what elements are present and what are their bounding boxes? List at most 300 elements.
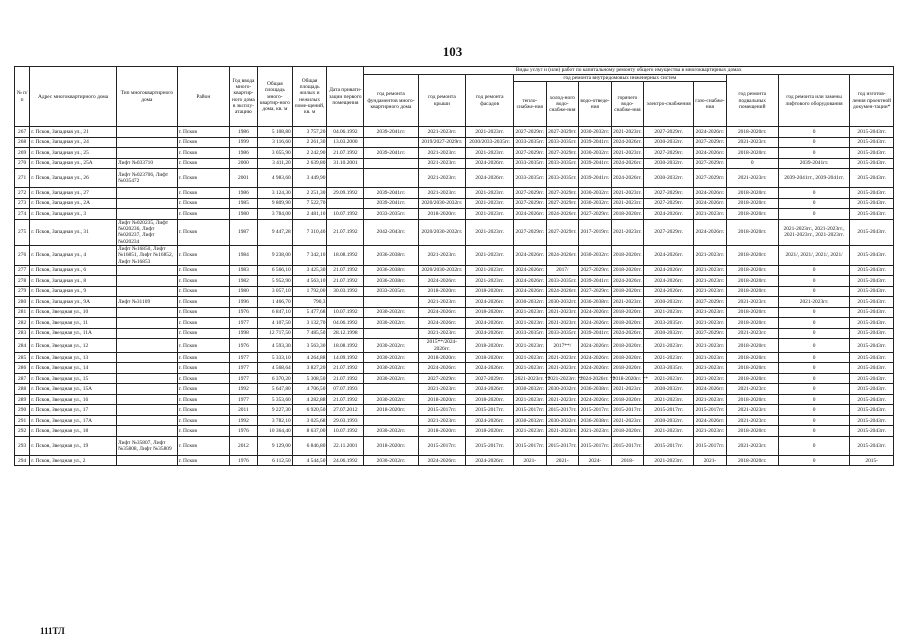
- cell-year: 1980: [229, 209, 257, 220]
- cell-heat: 2027-2029гг.: [514, 188, 547, 199]
- cell-el: 2027-2029гг.: [644, 148, 694, 159]
- cell-a1: 4 107,50: [258, 318, 293, 329]
- cell-hot: 2018-2020гг.: [611, 307, 644, 318]
- table-row: [15, 297, 894, 308]
- cell-bas: 2021-2023гг.: [726, 328, 778, 339]
- table-row: [15, 318, 894, 329]
- cell-f: 2030-2032гг.: [364, 455, 418, 466]
- cell-el: 2021-2023гг.: [644, 455, 694, 466]
- cell-bas: 2018-2020гг.: [726, 209, 778, 220]
- cell-roof: 2018-2020гг.: [418, 352, 466, 363]
- cell-cold: 2033-2035гг.: [546, 276, 579, 287]
- cell-el: 2024-2026гг.: [644, 265, 694, 276]
- cell-el: 2027-2029гг.: [644, 198, 694, 209]
- cell-gas: 2021-2023гг.: [694, 286, 727, 297]
- cell-fac: 2024-2026гг.: [466, 297, 514, 308]
- cell-heat: 2033-2035гг.: [514, 137, 547, 148]
- cell-gas: 2027-2029гг.: [694, 328, 727, 339]
- cell-priv: 29.03.1993: [327, 415, 364, 426]
- cell-lift: 0: [778, 198, 850, 209]
- cell-f: [364, 297, 418, 308]
- cell-addr: г. Псков, Западная ул., 9: [30, 286, 117, 297]
- cell-cold: 2024-2026гг.: [546, 245, 579, 265]
- cell-roof: 2024-2026гг.: [418, 363, 466, 374]
- cell-sew: 2036-2038гг.: [579, 384, 612, 395]
- cell-docs: 2015-2043гг.: [850, 276, 894, 287]
- cell-sew: 2024-2026гг.: [579, 318, 612, 329]
- cell-type: [116, 426, 177, 437]
- cell-el: 2015-2017гг.: [644, 436, 694, 455]
- col-district: Район: [177, 67, 229, 127]
- cell-el: 2024-2026гг.: [644, 245, 694, 265]
- cell-type: [116, 265, 177, 276]
- cell-a1: 12 717,50: [258, 328, 293, 339]
- cell-el: 2021-2023гг.: [644, 307, 694, 318]
- cell-addr: г. Псков, Западная ул., 27: [30, 188, 117, 199]
- cell-sew: 2017-2019гг.: [579, 219, 612, 245]
- cell-addr: г. Псков, Звездная ул., 10: [30, 307, 117, 318]
- cell-addr: г. Псков, Звездная ул., 18: [30, 426, 117, 437]
- cell-gas: 2021-2023гг.: [694, 352, 727, 363]
- cell-el: 2033-2035гг.: [644, 363, 694, 374]
- cell-sew: 2027-2029гг.: [579, 286, 612, 297]
- cell-docs: 2015-2043гг.: [850, 286, 894, 297]
- cell-cold: 2033-2035гг.: [546, 169, 579, 188]
- col-heat: тепло-снабже-ния: [514, 82, 547, 127]
- cell-priv: 21.07.1992: [327, 219, 364, 245]
- cell-gas: 2024-2026гг.: [694, 384, 727, 395]
- cell-a2: 3 449,90: [292, 169, 327, 188]
- cell-heat: 2024-2026гг.: [514, 245, 547, 265]
- cell-type: [116, 328, 177, 339]
- cell-sew: 2039-2041гг.: [579, 158, 612, 169]
- cell-roof: 2015-2017гг.: [418, 436, 466, 455]
- cell-a2: 4 544,50: [292, 455, 327, 466]
- cell-n: 287: [15, 373, 30, 384]
- cell-lift: 0: [778, 363, 850, 374]
- cell-a2: 6 920,50: [292, 405, 327, 416]
- cell-el: 2021-2023гг.: [644, 352, 694, 363]
- cell-dist: г. Псков: [177, 384, 229, 395]
- cell-roof: 2018-2020гг.: [418, 394, 466, 405]
- cell-fac: 2024-2026гг.: [466, 363, 514, 374]
- cell-docs: 2015-2043гг.: [850, 352, 894, 363]
- cell-fac: 2024-2026гг.: [466, 169, 514, 188]
- col-year: Год ввода много-квартир-ного дома в эксплу-атацию: [229, 67, 257, 127]
- cell-n: 276: [15, 245, 30, 265]
- cell-roof: 2027-2029гг.: [418, 373, 466, 384]
- cell-addr: г. Псков, Западная ул., 21: [30, 127, 117, 138]
- cell-year: 1992: [229, 384, 257, 395]
- cell-gas: 2024-2026гг.: [694, 219, 727, 245]
- cell-bas: 2018-2020гг.: [726, 373, 778, 384]
- cell-f: 2039-2041гг.: [364, 148, 418, 159]
- cell-hot: 2018-: [611, 455, 644, 466]
- table-row: [15, 137, 894, 148]
- table-row: [15, 328, 894, 339]
- cell-n: 274: [15, 209, 30, 220]
- table-row: [15, 276, 894, 287]
- cell-dist: г. Псков: [177, 265, 229, 276]
- cell-priv: 21.07.1992: [327, 276, 364, 287]
- cell-type: [116, 352, 177, 363]
- cell-heat: 2015-2017гг.: [514, 405, 547, 416]
- cell-a1: 9 238,00: [258, 245, 293, 265]
- cell-n: 283: [15, 328, 30, 339]
- cell-a2: 2 242,90: [292, 148, 327, 159]
- cell-docs: 2015-2043гг.: [850, 245, 894, 265]
- cell-bas: 2021-2023гг.: [726, 405, 778, 416]
- cell-el: 2027-2029гг.: [644, 219, 694, 245]
- table-row: [15, 426, 894, 437]
- cell-roof: 2021-2023гг.: [418, 415, 466, 426]
- cell-fac: 2021-2023гг.: [466, 198, 514, 209]
- cell-a2: 7 310,40: [292, 219, 327, 245]
- cell-n: 275: [15, 219, 30, 245]
- cell-f: 2030-2032гг.: [364, 352, 418, 363]
- cell-el: 2030-2032гг.: [644, 415, 694, 426]
- cell-docs: 2015-2043гг.: [850, 405, 894, 416]
- cell-gas: 2027-2029гг.: [694, 169, 727, 188]
- cell-bas: 2018-2020гг.: [726, 426, 778, 437]
- cell-bas: 2018-2020гг.: [726, 352, 778, 363]
- cell-f: [364, 169, 418, 188]
- cell-year: 1982: [229, 276, 257, 287]
- cell-docs: 2015-2043гг.: [850, 209, 894, 220]
- cell-fac: 2018-2020гг.: [466, 426, 514, 437]
- cell-el: 2024-2026гг.: [644, 276, 694, 287]
- table-row: [15, 384, 894, 395]
- cell-fac: 2024-2026гг.: [466, 455, 514, 466]
- cell-dist: г. Псков: [177, 169, 229, 188]
- cell-a1: 4 568,64: [258, 363, 293, 374]
- cell-priv: 21.07.1992: [327, 394, 364, 405]
- table-row: [15, 405, 894, 416]
- cell-year: 1976: [229, 455, 257, 466]
- cell-roof: 2021-2023гг.: [418, 127, 466, 138]
- cell-year: 1977: [229, 394, 257, 405]
- cell-roof: 2018-2020гг.: [418, 209, 466, 220]
- cell-a2: 790,3: [292, 297, 327, 308]
- cell-cold: 2027-2029гг.: [546, 198, 579, 209]
- cell-fac: 2021-2023гг.: [466, 219, 514, 245]
- cell-bas: 2018-2020гг.: [726, 307, 778, 318]
- cell-dist: г. Псков: [177, 363, 229, 374]
- cell-a1: 5 333,10: [258, 352, 293, 363]
- cell-heat: 2021-2023гг.: [514, 426, 547, 437]
- table-row: [15, 148, 894, 159]
- cell-fac: 2018-2020гг.: [466, 307, 514, 318]
- cell-priv: 22.11.2001: [327, 436, 364, 455]
- cell-addr: г. Псков, Западная ул., 9А: [30, 297, 117, 308]
- table-row: [15, 307, 894, 318]
- cell-lift: 0: [778, 127, 850, 138]
- cell-lift: 2021/, 2021/, 2021/, 2021/: [778, 245, 850, 265]
- cell-gas: 2015-2017гг.: [694, 405, 727, 416]
- cell-addr: г. Псков, Звездная ул., 12: [30, 339, 117, 353]
- cell-f: 2039-2041гг.: [364, 127, 418, 138]
- cell-sew: 2024-2026гг.: [579, 352, 612, 363]
- cell-gas: 2027-2029гг.: [694, 297, 727, 308]
- cell-cold: 2027-2029гг.: [546, 188, 579, 199]
- cell-priv: 13.03.2000: [327, 137, 364, 148]
- cell-sew: 2024-: [579, 455, 612, 466]
- cell-bas: 2018-2020гг.: [726, 286, 778, 297]
- cell-hot: 2015-2017гг.: [611, 405, 644, 416]
- cell-el: 2021-2023гг.: [644, 373, 694, 384]
- table-row: [15, 188, 894, 199]
- cell-cold: 2027-2029гг.: [546, 219, 579, 245]
- cell-a1: 9 447,28: [258, 219, 293, 245]
- table-row: [15, 198, 894, 209]
- cell-roof: 2021-2023гг.: [418, 188, 466, 199]
- cell-n: 278: [15, 276, 30, 287]
- cell-heat: 2021-: [514, 455, 547, 466]
- cell-year: 1977: [229, 373, 257, 384]
- cell-lift: 2021-2023гг., 2021-2023гг., 2021-2023гг., 2021-2023гг.: [778, 219, 850, 245]
- cell-f: 2030-2032гг.: [364, 318, 418, 329]
- cell-dist: г. Псков: [177, 276, 229, 287]
- cell-a2: 2 251,30: [292, 188, 327, 199]
- cell-gas: 2021-: [694, 455, 727, 466]
- cell-priv: 30.03.1992: [327, 286, 364, 297]
- cell-year: 1984: [229, 245, 257, 265]
- cell-fac: 2021-2023гг.: [466, 245, 514, 265]
- cell-a2: 6 846,80: [292, 436, 327, 455]
- cell-hot: 2021-2023гг.: [611, 219, 644, 245]
- cell-lift: 2039-2041гг.: [778, 158, 850, 169]
- cell-docs: 2015-2043гг.: [850, 148, 894, 159]
- cell-fac: 2015-2017гг.: [466, 405, 514, 416]
- cell-a2: 7 342,10: [292, 245, 327, 265]
- cell-el: 2024-2026гг.: [644, 209, 694, 220]
- cell-type: [116, 286, 177, 297]
- cell-sew: 2024-2026гг.: [579, 394, 612, 405]
- cell-roof: 2021-2023гг.: [418, 148, 466, 159]
- cell-docs: 2015-2043гг.: [850, 339, 894, 353]
- col-sewer: водо-отведе-ния: [579, 82, 612, 127]
- cell-f: 2036-2038гг.: [364, 265, 418, 276]
- cell-addr: г. Псков, Западная ул., 25: [30, 148, 117, 159]
- cell-a1: 3 784,00: [258, 209, 293, 220]
- cell-heat: 2024-2026гг.: [514, 286, 547, 297]
- cell-a1: 3 411,20: [258, 158, 293, 169]
- cell-roof: 2018-2020гг.: [418, 286, 466, 297]
- cell-type: [116, 209, 177, 220]
- cell-docs: 2015-2043гг.: [850, 384, 894, 395]
- table-row: [15, 169, 894, 188]
- cell-bas: 2018-2020гг.: [726, 127, 778, 138]
- cell-n: 273: [15, 198, 30, 209]
- cell-bas: 2018-2020гг.: [726, 455, 778, 466]
- cell-addr: г. Псков, Западная ул., 25А: [30, 158, 117, 169]
- cell-hot: 2024-2026гг.: [611, 158, 644, 169]
- cell-gas: 2015-2017гг.: [694, 436, 727, 455]
- col-cold: холод-ного водо-снабже-ния: [546, 82, 579, 127]
- cell-lift: 0: [778, 286, 850, 297]
- cell-dist: г. Псков: [177, 426, 229, 437]
- cell-a2: 4 563,10: [292, 276, 327, 287]
- cell-year: 1977: [229, 352, 257, 363]
- cell-fac: 2021-2023гг.: [466, 148, 514, 159]
- col-internal-group: год ремонта внутридомовых инженерных систем: [514, 75, 727, 82]
- cell-a1: 1 466,70: [258, 297, 293, 308]
- cell-year: 1985: [229, 198, 257, 209]
- cell-year: 1983: [229, 265, 257, 276]
- cell-sew: 2030-2032гг.: [579, 245, 612, 265]
- cell-gas: 2024-2026гг.: [694, 188, 727, 199]
- cell-lift: 0: [778, 188, 850, 199]
- cell-a2: 2 261,30: [292, 137, 327, 148]
- cell-docs: 2015-2043гг.: [850, 137, 894, 148]
- cell-dist: г. Псков: [177, 328, 229, 339]
- cell-hot: 2018-2020гг.: [611, 352, 644, 363]
- cell-n: 270: [15, 158, 30, 169]
- cell-addr: г. Псков, Звездная ул., 11: [30, 318, 117, 329]
- cell-a1: 5 108,80: [258, 127, 293, 138]
- cell-priv: 10.07.1992: [327, 307, 364, 318]
- cell-year: 1986: [229, 148, 257, 159]
- cell-dist: г. Псков: [177, 245, 229, 265]
- cell-heat: 2024-2026гг.: [514, 209, 547, 220]
- cell-addr: г. Псков, Звездная ул., 16: [30, 394, 117, 405]
- cell-dist: г. Псков: [177, 209, 229, 220]
- cell-sew: 2030-2032гг.: [579, 198, 612, 209]
- cell-n: 293: [15, 436, 30, 455]
- cell-docs: 2015-2043гг.: [850, 363, 894, 374]
- cell-sew: 2024-2026гг.: [579, 307, 612, 318]
- cell-n: 269: [15, 148, 30, 159]
- page-number: 103: [442, 44, 463, 59]
- cell-n: 285: [15, 352, 30, 363]
- cell-year: 1976: [229, 307, 257, 318]
- cell-lift: 0: [778, 265, 850, 276]
- cell-lift: 0: [778, 415, 850, 426]
- cell-year: 2000: [229, 158, 257, 169]
- cell-priv: 04.06.1992: [327, 318, 364, 329]
- cell-gas: 2021-2023гг.: [694, 209, 727, 220]
- cell-fac: 2018-2020гг.: [466, 352, 514, 363]
- cell-heat: 2027-2029гг.: [514, 127, 547, 138]
- cell-n: 294: [15, 455, 30, 466]
- cell-bas: 2021-2023гг.: [726, 415, 778, 426]
- cell-cold: 2027-2029гг.: [546, 148, 579, 159]
- cell-a2: 5 308,50: [292, 373, 327, 384]
- cell-priv: 21.07.1992: [327, 363, 364, 374]
- cell-sew: 2039-2041гг.: [579, 169, 612, 188]
- table-row: [15, 394, 894, 405]
- cell-cold: 2033-2035гг.: [546, 137, 579, 148]
- cell-priv: 07.07.1993: [327, 384, 364, 395]
- cell-roof: 2021-2023гг.: [418, 384, 466, 395]
- cell-type: [116, 188, 177, 199]
- table-row: [15, 373, 894, 384]
- cell-el: 2033-2035гг.: [644, 318, 694, 329]
- cell-year: 1980: [229, 286, 257, 297]
- cell-a1: 10 364,40: [258, 426, 293, 437]
- cell-heat: 2027-2029гг.: [514, 219, 547, 245]
- table-row: [15, 265, 894, 276]
- cell-addr: г. Псков, Западная ул., 31: [30, 219, 117, 245]
- cell-dist: г. Псков: [177, 307, 229, 318]
- cell-heat: 2021-2023гг. **: [514, 373, 547, 384]
- cell-f: 2018-2020гг.: [364, 436, 418, 455]
- cell-dist: г. Псков: [177, 297, 229, 308]
- cell-el: 2030-2032гг.: [644, 297, 694, 308]
- cell-bas: 2021-2023гг.: [726, 384, 778, 395]
- table-row: [15, 158, 894, 169]
- cell-gas: 2027-2029гг.: [694, 137, 727, 148]
- cell-hot: 2018-2020гг.: [611, 245, 644, 265]
- cell-a2: 7 522,70: [292, 198, 327, 209]
- cell-fac: 2021-2023гг.: [466, 265, 514, 276]
- cell-fac: 2024-2026гг.: [466, 318, 514, 329]
- cell-heat: 2015-2017гг.: [514, 436, 547, 455]
- cell-a2: 2 481,10: [292, 209, 327, 220]
- cell-docs: 2015-: [850, 455, 894, 466]
- cell-n: 292: [15, 426, 30, 437]
- cell-f: 2030-2032гг.: [364, 426, 418, 437]
- cell-bas: 2018-2020гг.: [726, 394, 778, 405]
- cell-addr: г. Псков, Звездная ул., 17А: [30, 415, 117, 426]
- cell-sew: 2030-2032гг.: [579, 127, 612, 138]
- cell-f: 2033-2035гг.: [364, 209, 418, 220]
- table-row: [15, 219, 894, 245]
- cell-lift: 0: [778, 394, 850, 405]
- cell-hot: 2024-2026гг.: [611, 137, 644, 148]
- table-row: [15, 339, 894, 353]
- cell-a2: 3 025,68: [292, 415, 327, 426]
- cell-lift: 0: [778, 209, 850, 220]
- table-row: [15, 415, 894, 426]
- cell-heat: 2027-2029гг.: [514, 148, 547, 159]
- cell-hot: 2021-2023гг.: [611, 148, 644, 159]
- cell-bas: 2018-2020гг.: [726, 245, 778, 265]
- cell-addr: г. Псков, Звездная ул., 2: [30, 455, 117, 466]
- cell-year: 1996: [229, 297, 257, 308]
- cell-heat: 2021-2023гг.: [514, 307, 547, 318]
- cell-n: 279: [15, 286, 30, 297]
- cell-cold: 2030-2032гг.: [546, 297, 579, 308]
- cell-gas: 2021-2023гг.: [694, 339, 727, 353]
- cell-type: [116, 373, 177, 384]
- cell-n: 280: [15, 297, 30, 308]
- table-row: [15, 352, 894, 363]
- cell-dist: г. Псков: [177, 352, 229, 363]
- cell-f: 2036-2038гг.: [364, 245, 418, 265]
- col-area-res: Общая площадь жилых и нежилых поме-щений, кв. м: [292, 67, 327, 127]
- col-gas: газо-снабже-ния: [694, 82, 727, 127]
- cell-sew: 2030-2032гг.: [579, 188, 612, 199]
- cell-addr: г. Псков, Звездная ул., 19: [30, 436, 117, 455]
- cell-priv: [327, 169, 364, 188]
- cell-hot: 2015-2017гг.: [611, 436, 644, 455]
- cell-dist: г. Псков: [177, 219, 229, 245]
- cell-heat: 2030-2032гг.: [514, 384, 547, 395]
- cell-docs: 2015-2043гг.: [850, 426, 894, 437]
- cell-el: 2030-2032гг.: [644, 137, 694, 148]
- cell-roof: 2018-2020гг.: [418, 426, 466, 437]
- cell-roof: 2024-2026гг.: [418, 455, 466, 466]
- cell-roof: 2021-2023гг.: [418, 297, 466, 308]
- cell-year: 1999: [229, 137, 257, 148]
- cell-roof: 2021-2023гг.: [418, 245, 466, 265]
- cell-cold: 2021-2023гг.: [546, 352, 579, 363]
- cell-hot: 2018-2020гг.: [611, 363, 644, 374]
- cell-lift: 0: [778, 405, 850, 416]
- cell-el: 2021-2023гг.: [644, 339, 694, 353]
- cell-type: [116, 394, 177, 405]
